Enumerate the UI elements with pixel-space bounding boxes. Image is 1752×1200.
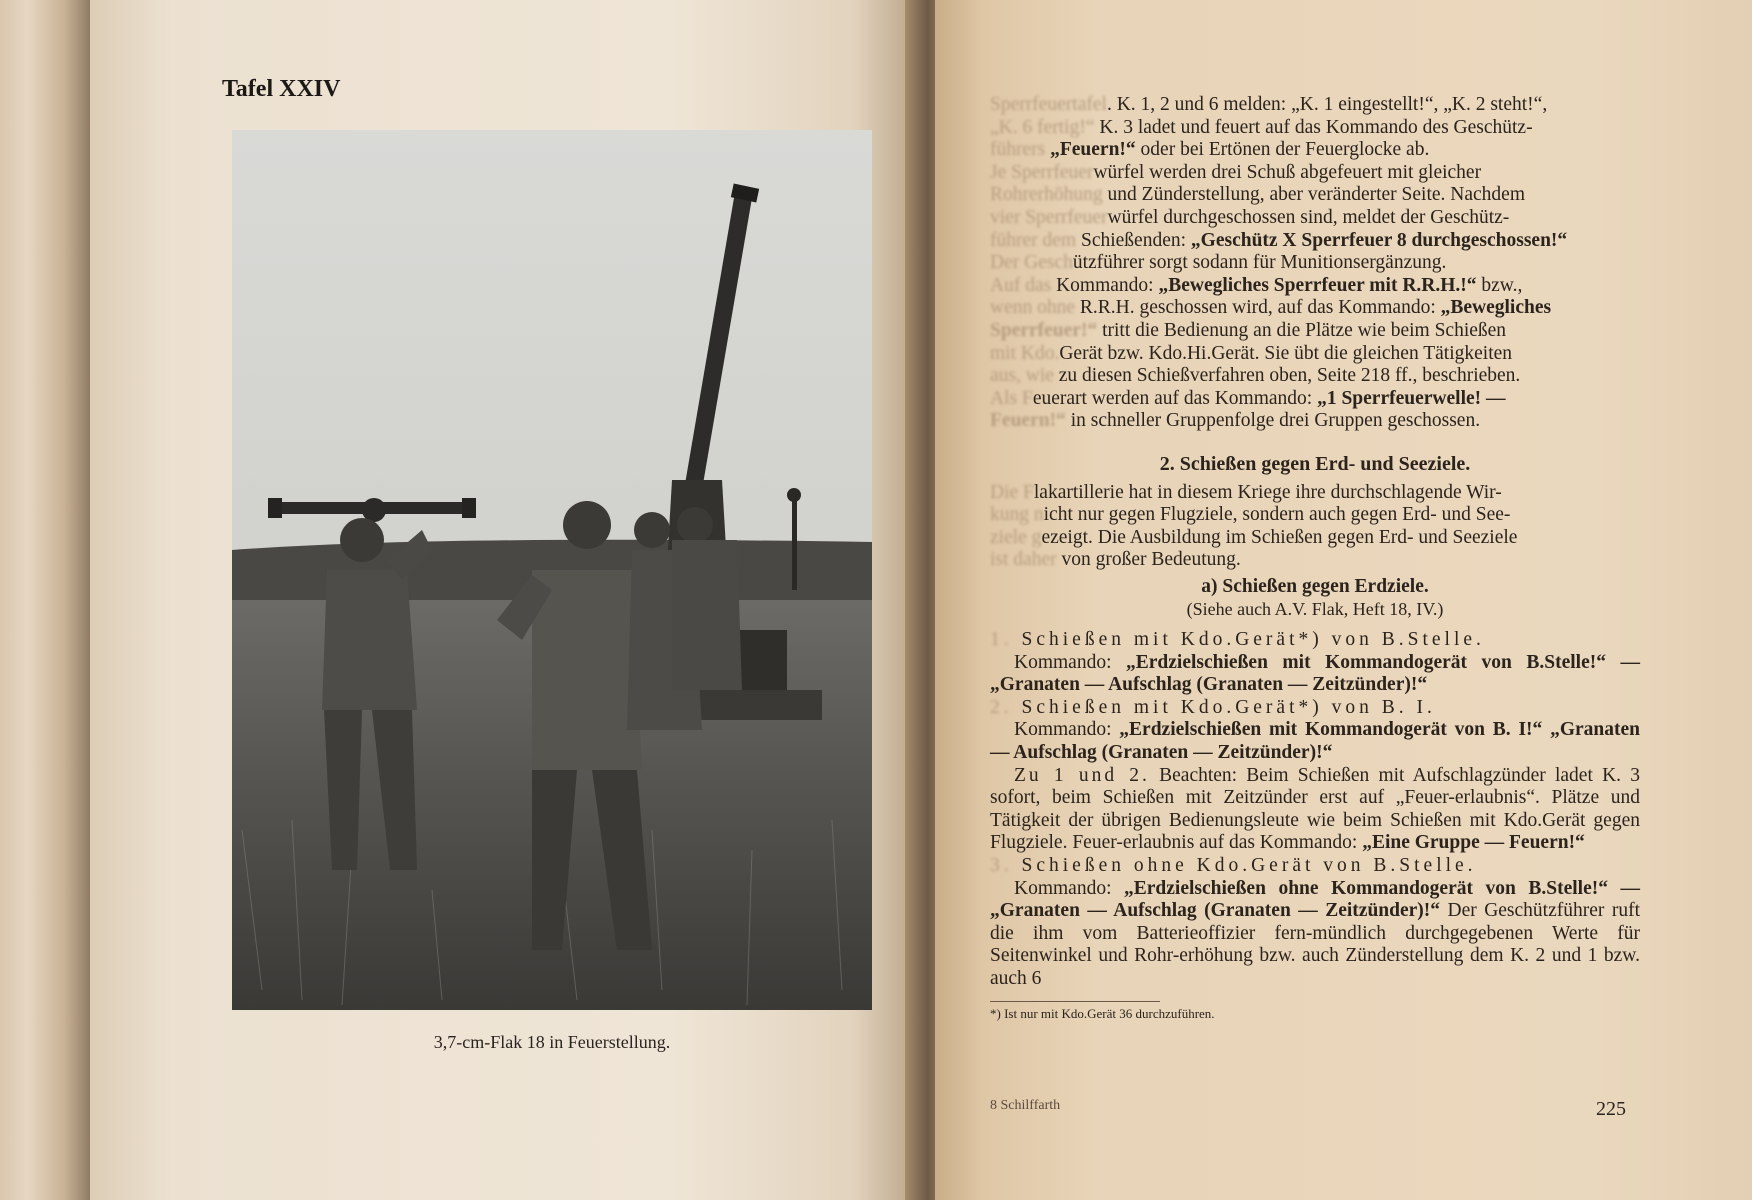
footnote-rule bbox=[990, 1001, 1160, 1002]
flak-photo-illustration bbox=[232, 130, 872, 1010]
item-1-title: 1. Schießen mit Kdo.Gerät*) von B.Stelle. bbox=[990, 629, 1485, 651]
text-line: „K. 6 fertig!“ K. 3 ladet und feuert auf das Kommando des Geschütz- bbox=[990, 116, 1533, 138]
text-line: aus, wie zu diesen Schießverfahren oben, Seite 218 ff., beschrieben. bbox=[990, 365, 1521, 387]
text-line: mit Kdo.Gerät bzw. Kdo.Hi.Gerät. Sie übt die gleichen Tätigkeiten bbox=[990, 342, 1513, 364]
text-line: Sperrfeuertafel. K. 1, 2 und 6 melden: „K. 1 eingestellt!“, „K. 2 steht!“, bbox=[990, 94, 1548, 115]
item-3-command: Kommando: „Erdzielschießen ohne Kommandogerät von B.Stelle!“ — „Granaten — Aufschlag (Granaten — Zeitzünder)!“ Der Geschützführer ruft die ihm vom Batterieoffizier fern-mündlich durchgegebenen Werte für Seitenwinkel und Rohr-erhöhung bzw. auch Zünderstellung dem K. 2 und 1 bzw. auch 6 bbox=[990, 877, 1641, 989]
plate-title: Tafel XXIV bbox=[222, 76, 341, 102]
text-line: ist daher von großer Bedeutung. bbox=[990, 549, 1241, 571]
text-line: Der Geschützführer sorgt sodann für Munitionsergänzung. bbox=[990, 252, 1447, 274]
page-stack-edge bbox=[0, 0, 92, 1200]
item-2-command: Kommando: „Erdzielschießen mit Kommandogerät von B. I!“ „Granaten — Aufschlag (Granaten — Zeitzünder)!“ bbox=[990, 719, 1640, 764]
item-3-title: 3. Schießen ohne Kdo.Gerät von B.Stelle. bbox=[990, 855, 1477, 876]
text-line: Rohrerhöhung und Zünderstellung, aber veränderter Seite. Nachdem bbox=[990, 184, 1525, 206]
signature-mark: 8 Schilffarth bbox=[990, 1098, 1061, 1113]
footnote: *) Ist nur mit Kdo.Gerät 36 durchzuführen. bbox=[990, 1005, 1215, 1021]
flak-photo bbox=[232, 130, 872, 1010]
text-line: führer dem Schießenden: „Geschütz X Sperrfeuer 8 durchgeschossen!“ bbox=[990, 229, 1568, 251]
subsection-heading: a) Schießen gegen Erdziele. bbox=[1201, 575, 1429, 597]
subsection-note: (Siehe auch A.V. Flak, Heft 18, IV.) bbox=[1186, 599, 1444, 620]
text-line: Sperrfeuer!“ tritt die Bedienung an die Plätze wie beim Schießen bbox=[990, 319, 1507, 341]
text-line: wenn ohne R.R.H. geschossen wird, auf das Kommando: „Bewegliches bbox=[990, 297, 1552, 319]
text-line: vier Sperrfeuerwürfel durchgeschossen sind, meldet der Geschütz- bbox=[990, 206, 1510, 228]
note-paragraph: Zu 1 und 2. Beachten: Beim Schießen mit Aufschlagzünder ladet K. 3 sofort, beim Schießen mit Zeitzünder erst auf „Feuer-erlaubnis“. Plätze und Tätigkeit der übrigen Bedienungsleute wie beim Schießen mit Kdo.Gerät gegen Flugziele. Feuer-erlaubnis auf das Kommando: „Eine Gruppe — Feuern!“ bbox=[990, 764, 1640, 854]
text-line: ziele gezeigt. Die Ausbildung im Schießen gegen Erd- und Seeziele bbox=[990, 526, 1518, 548]
text-line: Je Sperrfeuerwürfel werden drei Schuß abgefeuert mit gleicher bbox=[990, 161, 1482, 183]
page-number: 225 bbox=[1596, 1098, 1626, 1120]
text-line: kung nicht nur gegen Flugziele, sondern auch gegen Erd- und See- bbox=[990, 504, 1511, 526]
text-line: führers „Feuern!“ oder bei Ertönen der Feuerglocke ab. bbox=[990, 139, 1430, 161]
item-1-command: Kommando: „Erdzielschießen mit Kommandogerät von B.Stelle!“ — „Granaten — Aufschlag (Granaten — Zeitzünder)!“ bbox=[990, 651, 1640, 696]
right-page-text bbox=[990, 94, 1640, 1022]
text-line: Die Flakartillerie hat in diesem Kriege ihre durchschlagende Wir- bbox=[990, 481, 1502, 503]
photo-caption: 3,7-cm-Flak 18 in Feuerstellung. bbox=[433, 1032, 671, 1052]
text-line: Auf das Kommando: „Bewegliches Sperrfeuer mit R.R.H.!“ bzw., bbox=[990, 274, 1523, 296]
text-line: Feuern!“ in schneller Gruppenfolge drei Gruppen geschossen. bbox=[990, 410, 1481, 432]
section-heading: 2. Schießen gegen Erd- und Seeziele. bbox=[1159, 452, 1471, 475]
item-2-title: 2. Schießen mit Kdo.Gerät*) von B. I. bbox=[990, 696, 1436, 718]
text-line: Als Feuerart werden auf das Kommando: „1 Sperrfeuerwelle! — bbox=[990, 387, 1506, 409]
